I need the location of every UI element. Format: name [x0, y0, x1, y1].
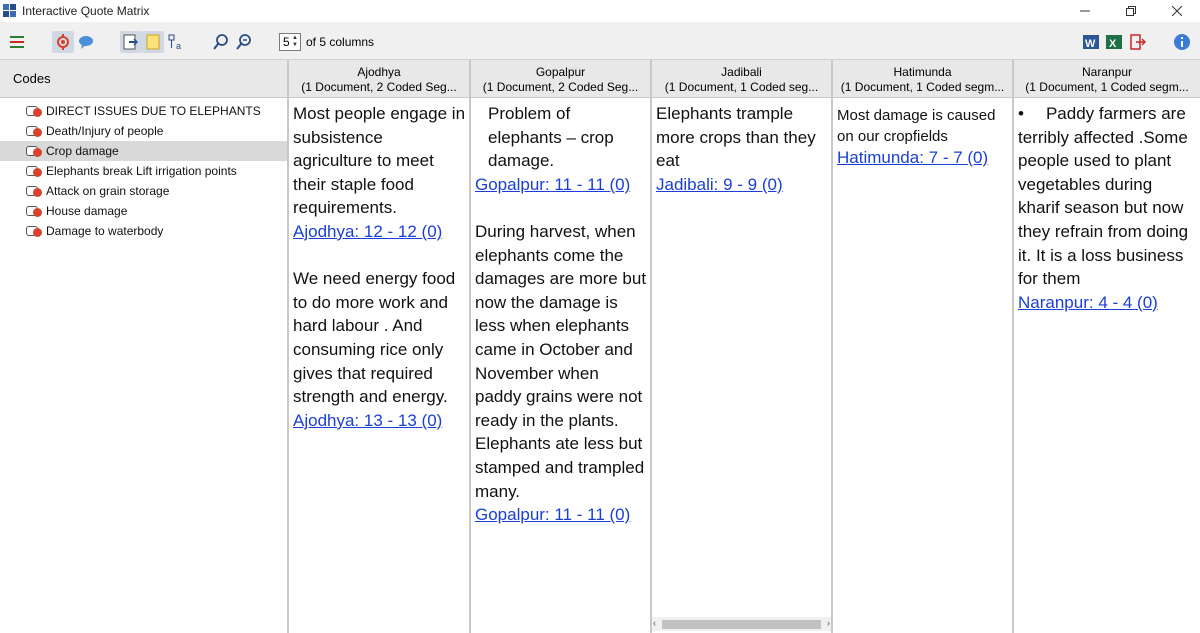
column-subtitle: (1 Document, 1 Coded segm...	[1025, 80, 1189, 94]
column-subtitle: (1 Document, 2 Coded Seg...	[482, 80, 639, 94]
column-subtitle: (1 Document, 1 Coded segm...	[840, 80, 1005, 94]
export-icon	[123, 34, 139, 50]
column-header[interactable]	[1014, 60, 1200, 98]
close-icon	[1172, 6, 1182, 16]
quote-reference-link[interactable]: Jadibali: 9 - 9 (0)	[656, 174, 783, 194]
zoom-out-icon	[236, 34, 252, 50]
restore-button[interactable]	[1108, 0, 1154, 22]
quote-reference-link[interactable]: Ajodhya: 12 - 12 (0)	[293, 221, 443, 241]
code-icon	[26, 185, 42, 197]
column-title: Jadibali	[721, 65, 762, 79]
column-naranpur	[1014, 60, 1200, 633]
comment-icon	[78, 35, 94, 49]
quote-text: During harvest, when elephants come the damages are more but now the damage is less when elephants came in October and November when paddy grains were not ready in the plants. Elephants ate less but stamped and trampled many.	[475, 221, 647, 501]
code-label: Attack on grain storage	[46, 184, 170, 198]
quote-text: We need energy food to do more work and hard labour . And consuming rice only gives that required strength and energy.	[293, 269, 456, 407]
column-body	[289, 98, 469, 432]
quote-text: Most damage is caused on our cropfields	[837, 107, 996, 145]
zoom-in-button[interactable]	[210, 31, 232, 53]
sort-icon	[168, 34, 184, 50]
quote-text-content: Paddy farmers are terribly affected .Some people used to plant vegetables during kharif season but now they refrain from doing it. It is a loss business for them	[1018, 104, 1189, 289]
minimize-button[interactable]	[1062, 0, 1108, 22]
quote-text: Elephants trample more crops than they eat	[656, 104, 816, 171]
filter-icon	[55, 34, 71, 50]
column-header[interactable]	[471, 60, 650, 98]
minimize-icon	[1080, 6, 1090, 16]
codes-pane	[0, 60, 289, 633]
quote-reference-link[interactable]: Hatimunda: 7 - 7 (0)	[837, 148, 989, 167]
scroll-left-icon[interactable]: ‹	[653, 618, 656, 628]
quote-reference-link[interactable]: Gopalpur: 11 - 11 (0)	[475, 174, 631, 194]
quote-reference-link[interactable]: Naranpur: 4 - 4 (0)	[1018, 292, 1158, 312]
code-item-crop-damage[interactable]	[0, 141, 287, 161]
filter-button[interactable]	[52, 31, 74, 53]
info-icon	[1174, 34, 1190, 50]
svg-text:a: a	[176, 41, 182, 50]
code-label: Elephants break Lift irrigation points	[46, 164, 237, 178]
app-icon	[3, 4, 17, 18]
code-icon	[26, 125, 42, 137]
column-jadibali	[652, 60, 833, 633]
sticky-note-icon	[146, 34, 160, 50]
excel-icon	[1106, 34, 1122, 50]
column-title: Ajodhya	[357, 65, 401, 79]
horizontal-scrollbar[interactable]	[652, 617, 831, 631]
bullet-icon: •	[1018, 104, 1024, 123]
columns-value: 5	[283, 35, 290, 49]
code-item-waterbody[interactable]	[0, 221, 287, 241]
column-title: Naranpur	[1081, 65, 1133, 79]
columns-label: of 5 columns	[306, 35, 375, 49]
column-body	[471, 98, 650, 527]
sticky-note-button[interactable]	[142, 31, 164, 53]
title-bar	[0, 0, 1200, 22]
word-icon	[1083, 34, 1099, 50]
column-subtitle: (1 Document, 1 Coded seg...	[664, 80, 819, 94]
column-subtitle: (1 Document, 2 Coded Seg...	[301, 80, 457, 94]
restore-icon	[1126, 6, 1136, 16]
code-label: Death/Injury of people	[46, 124, 164, 138]
column-body	[652, 98, 831, 196]
code-list	[0, 98, 287, 241]
stepper-arrows-icon[interactable]: ▲ ▼	[292, 35, 298, 48]
code-item-lift-irrigation[interactable]	[0, 161, 287, 181]
column-body	[833, 98, 1012, 168]
code-label: House damage	[46, 204, 128, 218]
code-item-direct-issues[interactable]	[0, 101, 287, 121]
close-button[interactable]	[1154, 0, 1200, 22]
code-label: Crop damage	[46, 144, 119, 158]
code-label: Damage to waterbody	[46, 224, 164, 238]
column-ajodhya	[289, 60, 471, 633]
column-gopalpur	[471, 60, 652, 633]
window-controls	[1062, 0, 1200, 22]
code-item-death-injury[interactable]	[0, 121, 287, 141]
code-item-house-damage[interactable]	[0, 201, 287, 221]
code-icon	[26, 225, 42, 237]
columns-stepper[interactable]	[279, 33, 301, 51]
exit-icon	[1130, 34, 1146, 50]
column-header[interactable]	[652, 60, 831, 98]
svg-text:X: X	[1109, 38, 1117, 50]
excel-export-button[interactable]	[1103, 31, 1125, 53]
code-item-grain-storage[interactable]	[0, 181, 287, 201]
column-header[interactable]	[289, 60, 469, 98]
quote-text: Problem of elephants – crop damage.	[488, 104, 614, 171]
code-label: DIRECT ISSUES DUE TO ELEPHANTS	[46, 104, 261, 118]
comment-button[interactable]	[75, 31, 97, 53]
sort-button[interactable]	[165, 31, 187, 53]
code-icon	[26, 105, 42, 117]
quote-text	[1018, 102, 1197, 291]
toolbar	[0, 22, 1200, 60]
quote-text: Most people engage in subsistence agriculture to meet their staple food requirements.	[293, 104, 466, 218]
quote-reference-link[interactable]: Gopalpur: 11 - 11 (0)	[475, 505, 631, 525]
list-button[interactable]	[6, 31, 28, 53]
info-button[interactable]	[1171, 31, 1193, 53]
column-title: Gopalpur	[535, 65, 586, 79]
column-header[interactable]	[833, 60, 1012, 98]
exit-button[interactable]	[1127, 31, 1149, 53]
scroll-right-icon[interactable]: ›	[827, 618, 830, 628]
word-export-button[interactable]	[1080, 31, 1102, 53]
list-icon	[10, 36, 24, 48]
window-title: Interactive Quote Matrix	[22, 4, 150, 18]
column-title: Hatimunda	[893, 65, 952, 79]
zoom-in-icon	[213, 34, 229, 50]
export-button[interactable]	[120, 31, 142, 53]
scrollbar-thumb[interactable]	[662, 620, 821, 629]
column-hatimunda	[833, 60, 1014, 633]
svg-text:W: W	[1085, 38, 1096, 50]
code-icon	[26, 205, 42, 217]
codes-header: Codes	[0, 60, 287, 98]
quote-reference-link[interactable]: Ajodhya: 13 - 13 (0)	[293, 410, 443, 430]
code-icon	[26, 165, 42, 177]
column-body	[1014, 98, 1200, 314]
zoom-out-button[interactable]	[233, 31, 255, 53]
code-icon	[26, 145, 42, 157]
